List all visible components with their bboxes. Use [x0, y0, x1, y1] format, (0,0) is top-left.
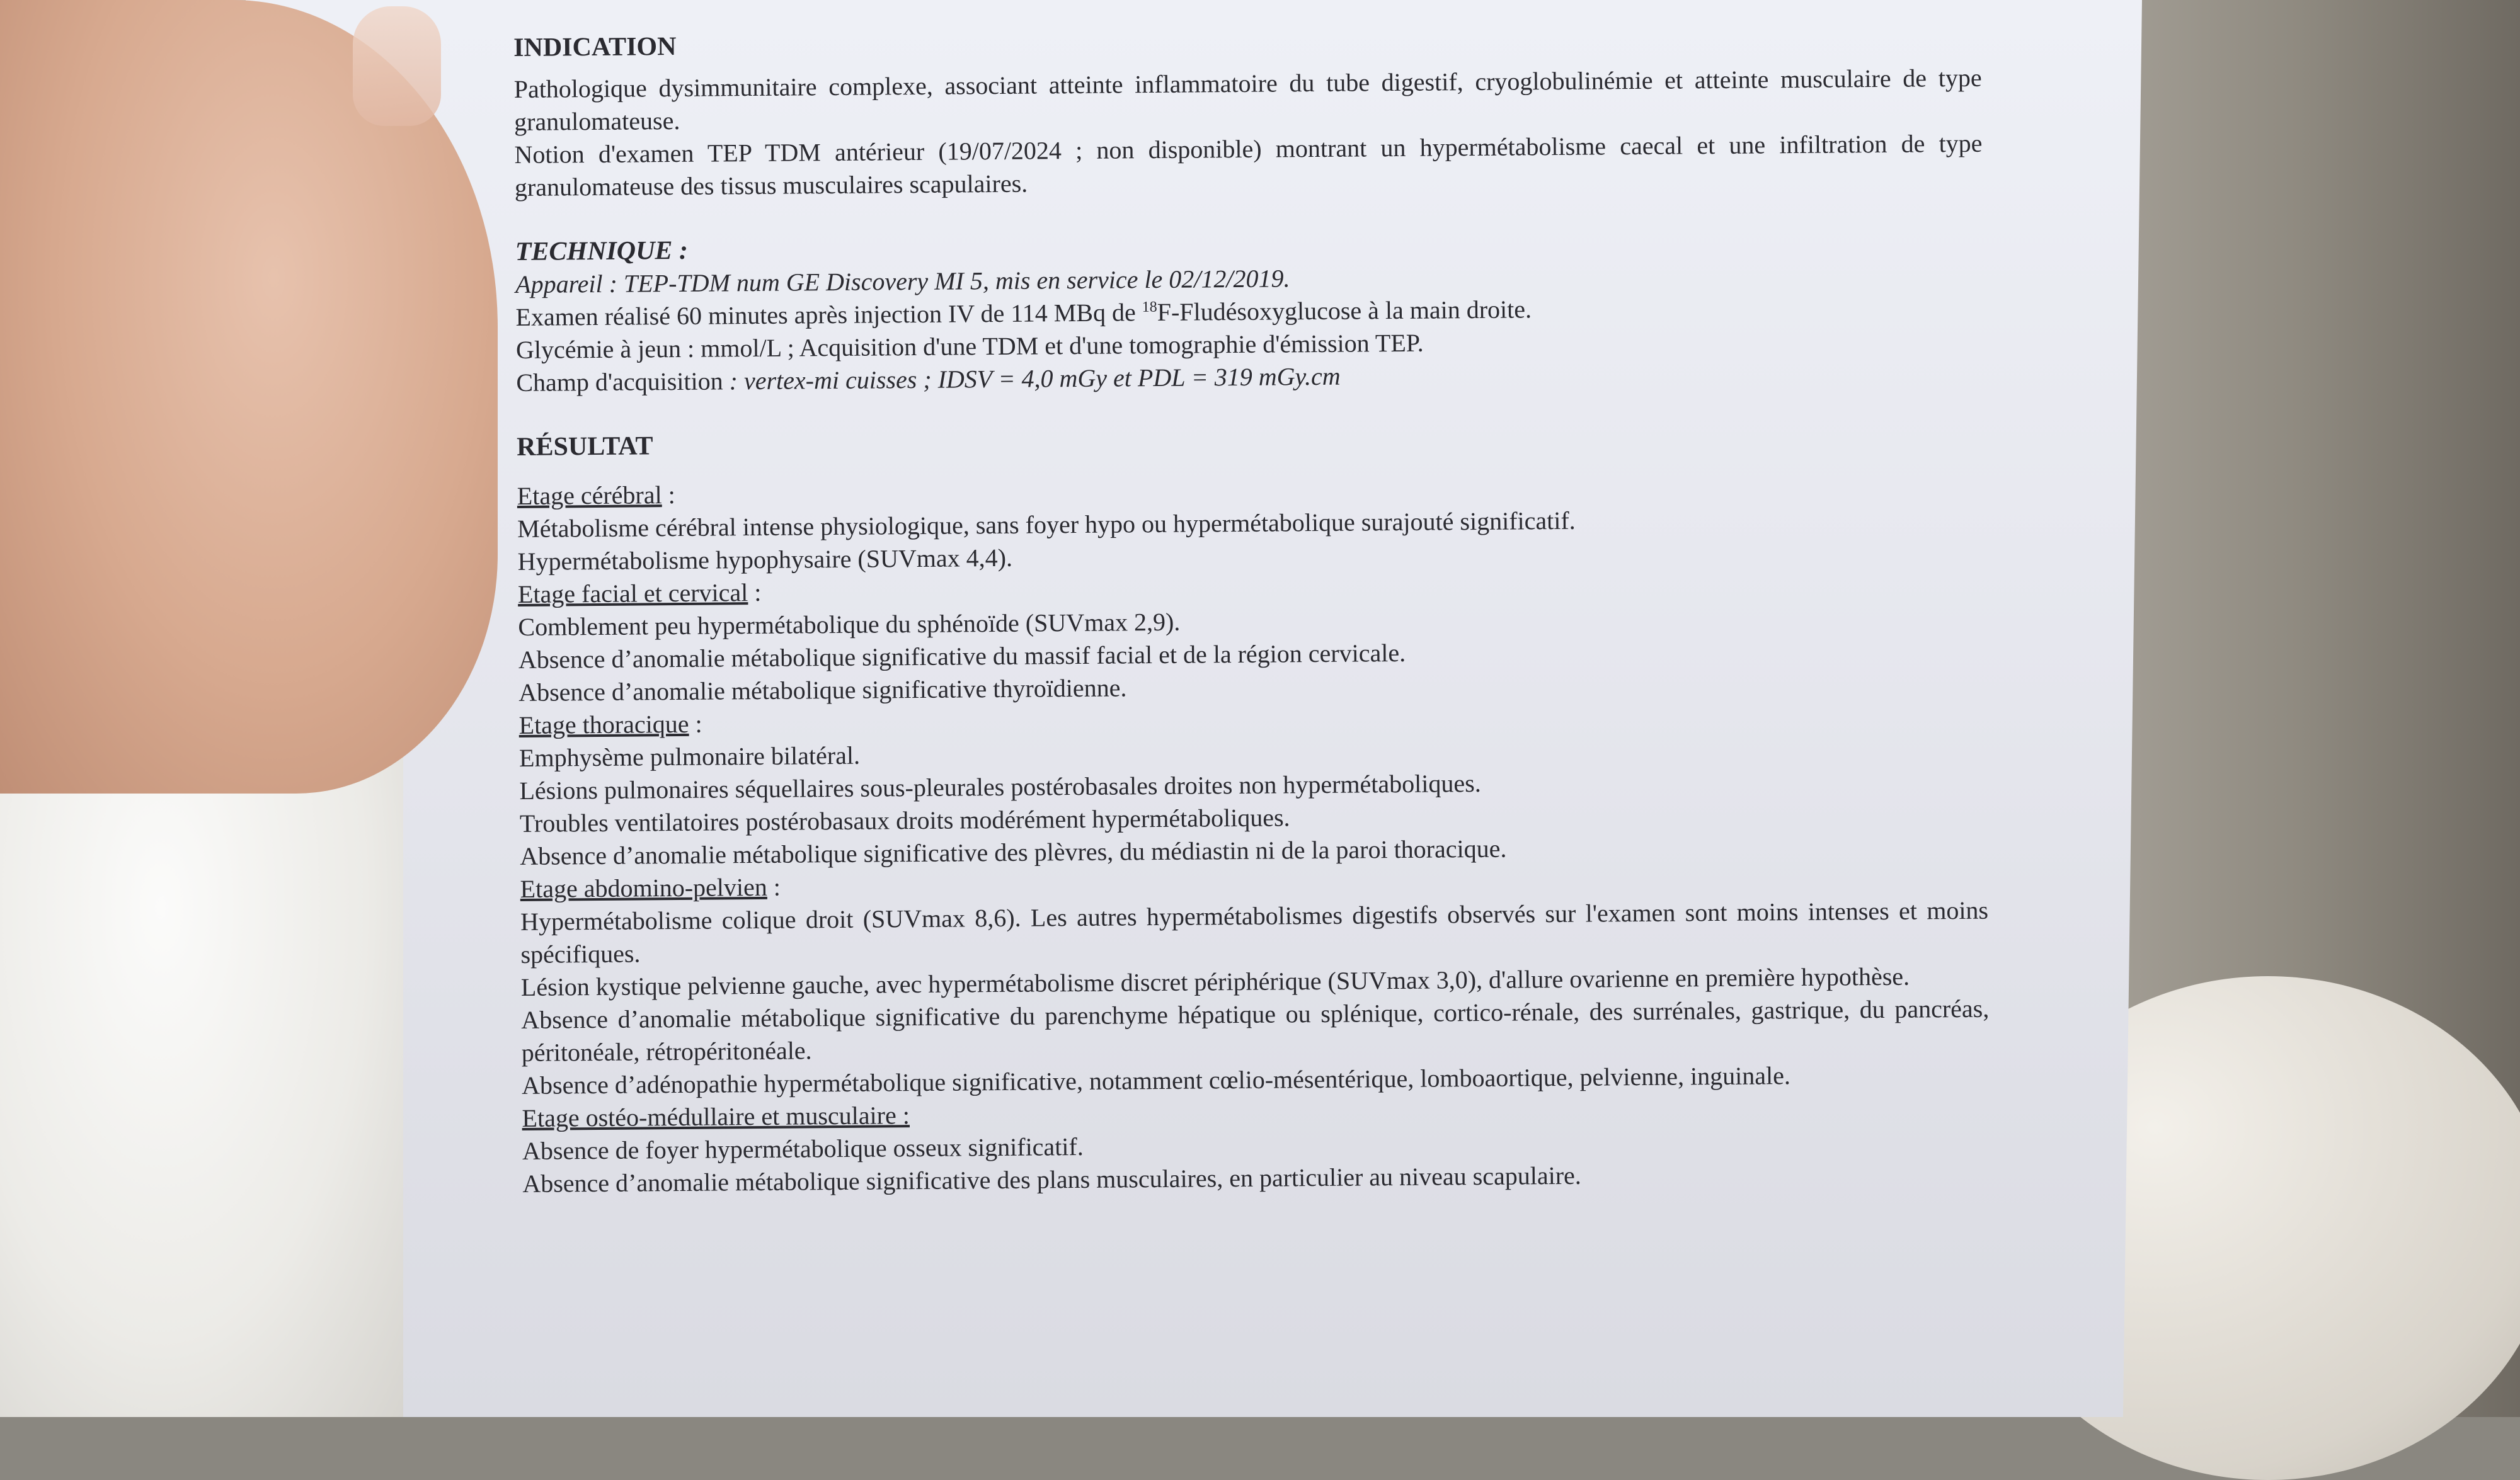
list-item: Absence d’anomalie métabolique significative du parenchyme hépatique ou splénique, cortico-rénale, des surrénales, gastrique, du pancréas, péritonéale, rétropéritonéale. [521, 994, 1990, 1067]
section-thoracique [518, 698, 1988, 873]
section-heading-text: Etage thoracique [518, 709, 689, 739]
appareil-value: TEP-TDM num GE Discovery MI 5, mis en service le 02/12/2019. [623, 264, 1290, 298]
isotope-superscript: 18 [1142, 299, 1157, 316]
list-item: Absence de foyer hypermétabolique osseux significatif. [522, 1132, 1084, 1165]
section-osteo-musculaire [522, 1091, 1990, 1200]
technique-heading: TECHNIQUE : [515, 236, 689, 266]
list-item: Absence d’adénopathie hypermétabolique significative, notamment cœlio-mésentérique, lomboaortique, pelvienne, inguinale. [521, 1061, 1791, 1100]
list-item: Lésions pulmonaires séquellaires sous-pleurales postérobasales droites non hypermétaboliques. [519, 768, 1481, 805]
list-item: Absence d’anomalie métabolique significative des plans musculaires, en particulier au niveau scapulaire. [522, 1161, 1581, 1198]
champ-label: Champ d'acquisition [516, 367, 723, 397]
section-cerebral [517, 469, 1986, 578]
appareil-label: Appareil : [515, 269, 618, 299]
examen-tracer: F-Fludésoxyglucose à la main droite. [1157, 295, 1532, 326]
list-item: Absence d’anomalie métabolique significative thyroïdienne. [518, 673, 1127, 707]
list-item: Absence d’anomalie métabolique significative du massif facial et de la région cervicale. [518, 638, 1406, 674]
section-heading: Etage abdomino-pelvien : [520, 872, 781, 903]
section-heading-text: Etage facial et cervical [517, 578, 748, 608]
resultat-heading: RÉSULTAT [517, 431, 653, 462]
indication-paragraph-2: Notion d'examen TEP TDM antérieur (19/07/2024 ; non disponible) montrant un hypermétabolisme caecal et une infiltration de type granulomateuse des tissus musculaires scapulaires. [514, 128, 1983, 202]
list-item: Hypermétabolisme colique droit (SUVmax 8,6). Les autres hypermétabolismes digestifs observés sur l'examen sont moins intenses et moins spécifiques. [520, 896, 1989, 969]
section-heading: Etage facial et cervical : [517, 578, 762, 608]
technique-glycemie: Glycémie à jeun : mmol/L ; Acquisition d'une TDM et d'une tomographie d'émission TEP. [515, 328, 1424, 364]
examen-text: Examen réalisé 60 minutes après injection IV de 114 MBq de [515, 298, 1136, 331]
list-item: Hypermétabolisme hypophysaire (SUVmax 4,4). [517, 543, 1013, 576]
indication-heading: INDICATION [513, 31, 677, 62]
list-item: Lésion kystique pelvienne gauche, avec hypermétabolisme discret périphérique (SUVmax 3,0), d'allure ovarienne en première hypothèse. [520, 962, 1910, 1001]
section-heading: Etage cérébral : [517, 481, 675, 510]
list-item: Comblement peu hypermétabolique du sphénoïde (SUVmax 2,9). [518, 607, 1181, 641]
report-document [513, 20, 1991, 1200]
list-item: Absence d’anomalie métabolique significative des plèvres, du médiastin ni de la paroi thoracique. [520, 834, 1507, 870]
section-facial-cervical [518, 567, 1987, 709]
list-item: Troubles ventilatoires postérobasaux droits modérément hypermétaboliques. [519, 803, 1290, 838]
thumbnail-highlight [353, 6, 441, 126]
section-heading: Etage thoracique : [518, 709, 702, 739]
champ-value: : vertex-mi cuisses ; IDSV = 4,0 mGy et PDL = 319 mGy.cm [729, 361, 1341, 396]
list-item: Métabolisme cérébral intense physiologique, sans foyer hypo ou hypermétabolique surajouté significatif. [517, 506, 1576, 543]
section-heading-text: Etage cérébral [517, 481, 662, 510]
section-heading-text: Etage abdomino-pelvien [520, 872, 767, 903]
section-heading-text: Etage ostéo-médullaire et musculaire : [522, 1101, 910, 1132]
list-item: Emphysème pulmonaire bilatéral. [518, 741, 861, 772]
indication-paragraph-1: Pathologique dysimmunitaire complexe, associant atteinte inflammatoire du tube digestif, cryoglobulinémie et atteinte musculaire de type granulomateuse. [513, 63, 1982, 136]
section-abdomino-pelvien [520, 862, 1990, 1102]
